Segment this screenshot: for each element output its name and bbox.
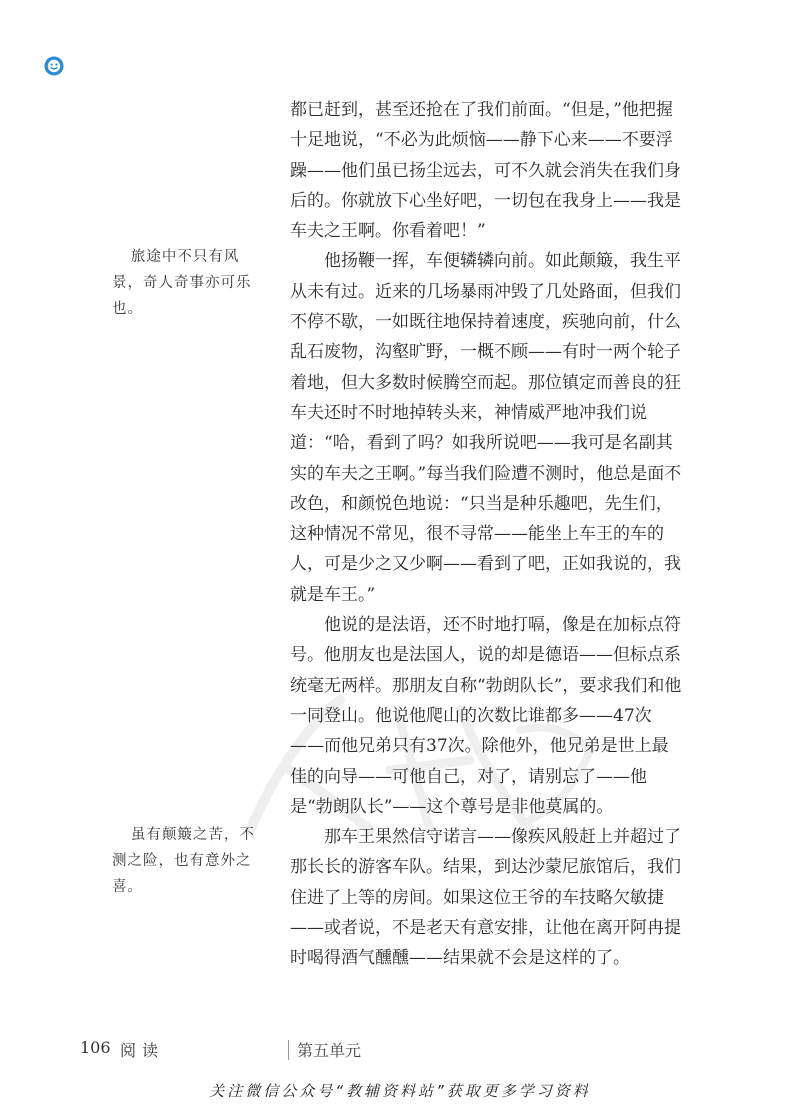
side-note-1: [112, 244, 264, 322]
paragraph: 那车王果然信守诺言——像疾风般赶上并超过了那长长的游客车队。结果，到达沙蒙尼旅馆后，我们住进了上等的房间。如果这位王爷的车技略欠敏捷——或者说，不是老天有意安排，让他在离开阿冉提时喝得酒气醺醺——结果就不会是这样的了。: [290, 827, 681, 969]
page-footer: [80, 1038, 720, 1062]
unit-label: 第五单元: [297, 1041, 362, 1060]
promo-line: 关注微信公众号“教辅资料站”获取更多学习资料: [209, 1082, 591, 1100]
side-note-line: 测之险，也有意外之喜。: [112, 853, 252, 895]
paragraph: 他说的是法语，还不时地打嗝，像是在加标点符号。他朋友也是法国人，说的却是德语——但标点系统毫无两样。那朋友自称“勃朗队长”，要求我们和他一同登山。他说他爬山的次数比谁都多——47次——而他兄弟只有37次。除他外，他兄弟是世上最佳的向导——可他自己，对了，请别忘了——他是“勃朗队长”——这个尊号是非他莫属的。: [290, 615, 682, 817]
footer-divider: [288, 1040, 289, 1060]
paragraph: 都已赶到，甚至还抢在了我们前面。“但是，”他把握十足地说，“不必为此烦恼——静下心来——不要浮躁——他们虽已扬尘远去，可不久就会消失在我们身后的。你就放下心坐好吧，一切包在我身上——我是车夫之王啊。你看着吧！”: [290, 100, 681, 242]
book-title: 阅读: [120, 1041, 165, 1060]
side-note-2: [112, 822, 264, 900]
main-text: [290, 95, 682, 974]
side-note-line: 旅途中不只有风: [130, 249, 240, 265]
page-number: 106: [80, 1038, 111, 1057]
side-note-line: 虽有颠簸之苦，不: [130, 827, 255, 843]
smiley-logo-icon: [44, 56, 64, 76]
paragraph: 他扬鞭一挥，车便辚辚向前。如此颠簸，我生平从未有过。近来的几场暴雨冲毁了几处路面，但我们不停不歇，一如既往地保持着速度，疾驰向前，什么乱石废物，沟壑旷野，一概不顾——有时一两个轮子着地，但大多数时候腾空而起。那位镇定而善良的狂车夫还时不时地掉转头来，神情威严地冲我们说道：“哈，看到了吗？如我所说吧——我可是名副其实的车夫之王啊。”每当我们险遭不测时，他总是面不改色，和颜悦色地说：“只当是种乐趣吧，先生们，这种情况不常见，很不寻常——能坐上车王的车的人，可是少之又少啊——看到了吧，正如我说的，我就是车王。”: [290, 251, 682, 605]
side-note-line: 景，奇人奇事亦可乐也。: [112, 275, 252, 317]
